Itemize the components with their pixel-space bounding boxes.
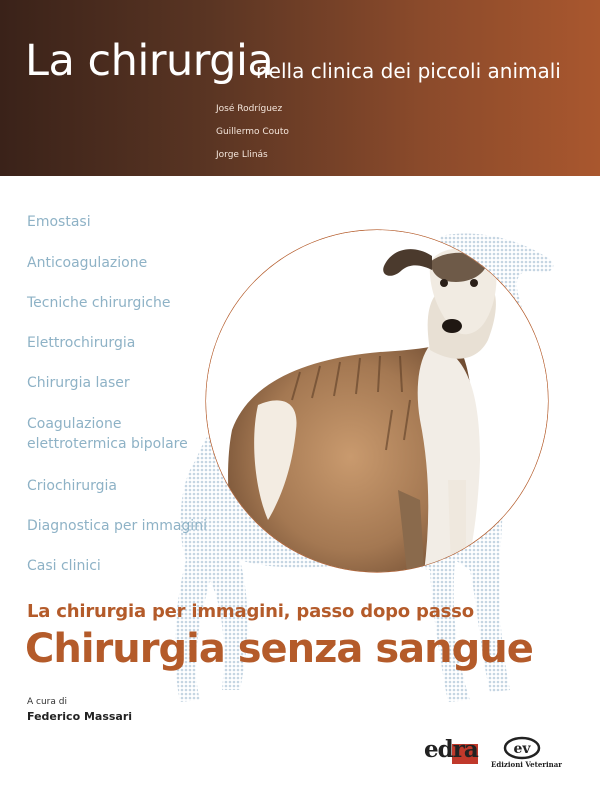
- topic-item: Diagnostica per immagini: [27, 518, 207, 534]
- book-title: La chirurgia: [25, 36, 274, 86]
- author-name: José Rodríguez: [216, 104, 283, 114]
- editor-label: A cura di: [27, 697, 67, 707]
- author-name: Jorge Llinás: [216, 150, 268, 160]
- ev-logo-mark: ev: [513, 741, 531, 757]
- topic-item: Chirurgia laser: [27, 375, 130, 391]
- topic-item: Coagulazione elettrotermica bipolare: [27, 416, 188, 452]
- editor-name: Federico Massari: [27, 710, 133, 723]
- author-name: Guillermo Couto: [216, 127, 289, 137]
- tagline: La chirurgia per immagini, passo dopo passo: [27, 601, 474, 622]
- edra-logo-text: edra: [424, 736, 478, 763]
- book-subtitle: nella clinica dei piccoli animali: [256, 59, 561, 83]
- cover-main-title: Chirurgia senza sangue: [25, 626, 533, 672]
- topic-item: Tecniche chirurgiche: [27, 295, 171, 311]
- topic-item: Casi clinici: [27, 558, 101, 574]
- topic-item: Anticoagulazione: [27, 255, 148, 271]
- ev-publisher-name: Edizioni Veterinar: [491, 760, 562, 769]
- topic-item: Elettrochirurgia: [27, 335, 136, 351]
- topic-item: Emostasi: [27, 214, 91, 230]
- cover-header-band: [0, 0, 600, 176]
- topic-item: Criochirurgia: [27, 478, 117, 494]
